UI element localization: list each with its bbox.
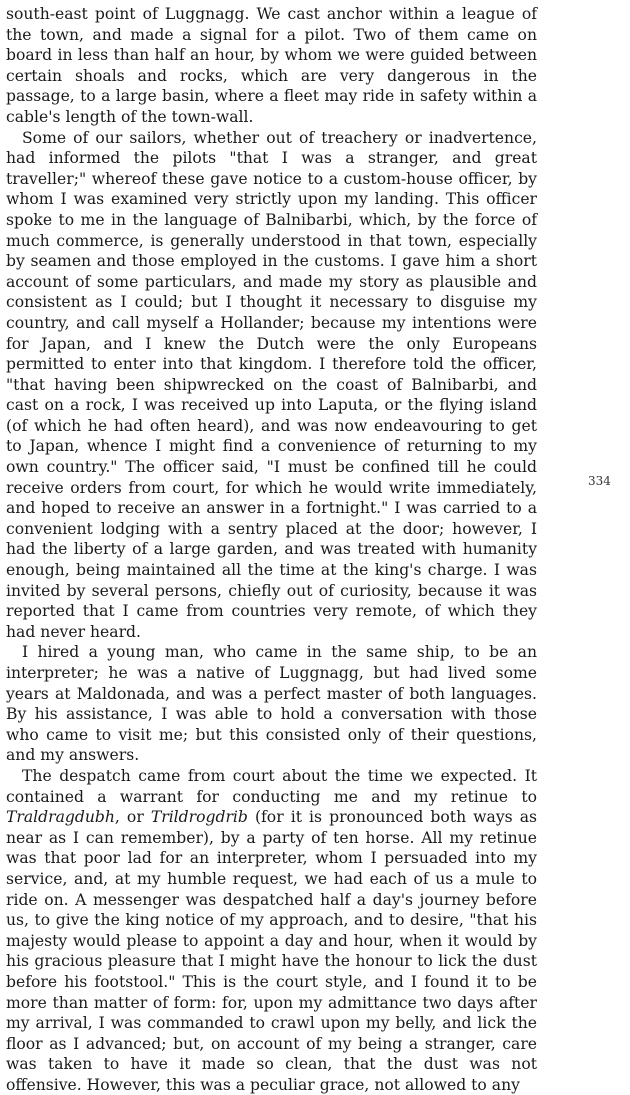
paragraph-3-text: I hired a young man, who came in the same ship, to be an interpreter; he was a native of Luggnagg, but had lived some years at Maldonada, and was a perfect master of both languages. By his assistance, I was able to hold a conversation with those who came to visit me; but this consisted only of their questions, and my answers. [6,643,537,765]
paragraph-4-text-a: The despatch came from court about the time we expected. It contained a warrant for conducting me and my retinue to [6,766,537,806]
body-text [6,4,537,1095]
paragraph-1 [6,4,537,128]
paragraph-2 [6,128,537,643]
paragraph-4-text-c: (for it is pronounced both ways as near as I can remember), by a party of ten horse. All my retinue was that poor lad for an interpreter, whom I persuaded into my service, and, at my humble request, we had each of us a mule to ride on. A messenger was despatched half a day's journey before us, to give the king notice of my approach, and to desire, "that his majesty would please to appoint a day and hour, when it would by his gracious pleasure that I might have the honour to lick the dust before his footstool." This is the court style, and I found it to be more than matter of form: for, upon my admittance two days after my arrival, I was commanded to crawl upon my belly, and lick the floor as I advanced; but, on account of my being a stranger, care was taken to have it made so clean, that the dust was not offensive. However, this was a peculiar grace, not allowed to any [6,808,537,1094]
page-number: 334 [588,474,611,488]
paragraph-2-text: Some of our sailors, whether out of treachery or inadvertence, had informed the pilots "that I was a stranger, and great traveller;" whereof these gave notice to a custom-house officer, by whom I was examined very strictly upon my landing. This officer spoke to me in the language of Balnibarbi, which, by the force of much commerce, is generally understood in that town, especially by seamen and those employed in the customs. I gave him a short account of some particulars, and made my story as plausible and consistent as I could; but I thought it necessary to disguise my country, and call myself a Hollander; because my intentions were for Japan, and I knew the Dutch were the only Europeans permitted to enter into that kingdom. I therefore told the officer, "that having been shipwrecked on the coast of Balnibarbi, and cast on a rock, I was received up into Laputa, or the flying island (of which he had often heard), and was now endeavouring to get to Japan, whence I might find a convenience of returning to my own country." The officer said, "I must be confined till he could receive orders from court, for which he would write immediately, and hoped to receive an answer in a fortnight." I was carried to a convenient lodging with a sentry placed at the door; however, I had the liberty of a large garden, and was treated with humanity enough, being maintained all the time at the king's charge. I was invited by several persons, chiefly out of curiosity, because it was reported that I came from countries very remote, of which they had never heard. [6,128,537,641]
paragraph-4 [6,766,537,1095]
place-name-traldragdubh: Traldragdubh [6,808,115,827]
paragraph-3 [6,642,537,766]
place-name-trildrogdrib: Trildrogdrib [150,808,248,827]
paragraph-1-text: south-east point of Luggnagg. We cast anchor within a league of the town, and made a signal for a pilot. Two of them came on board in less than half an hour, by whom we were guided between certain shoals and rocks, which are very dangerous in the passage, to a large basin, where a fleet may ride in safety within a cable's length of the town-wall. [6,5,537,126]
paragraph-4-text-b: , or [114,808,151,827]
